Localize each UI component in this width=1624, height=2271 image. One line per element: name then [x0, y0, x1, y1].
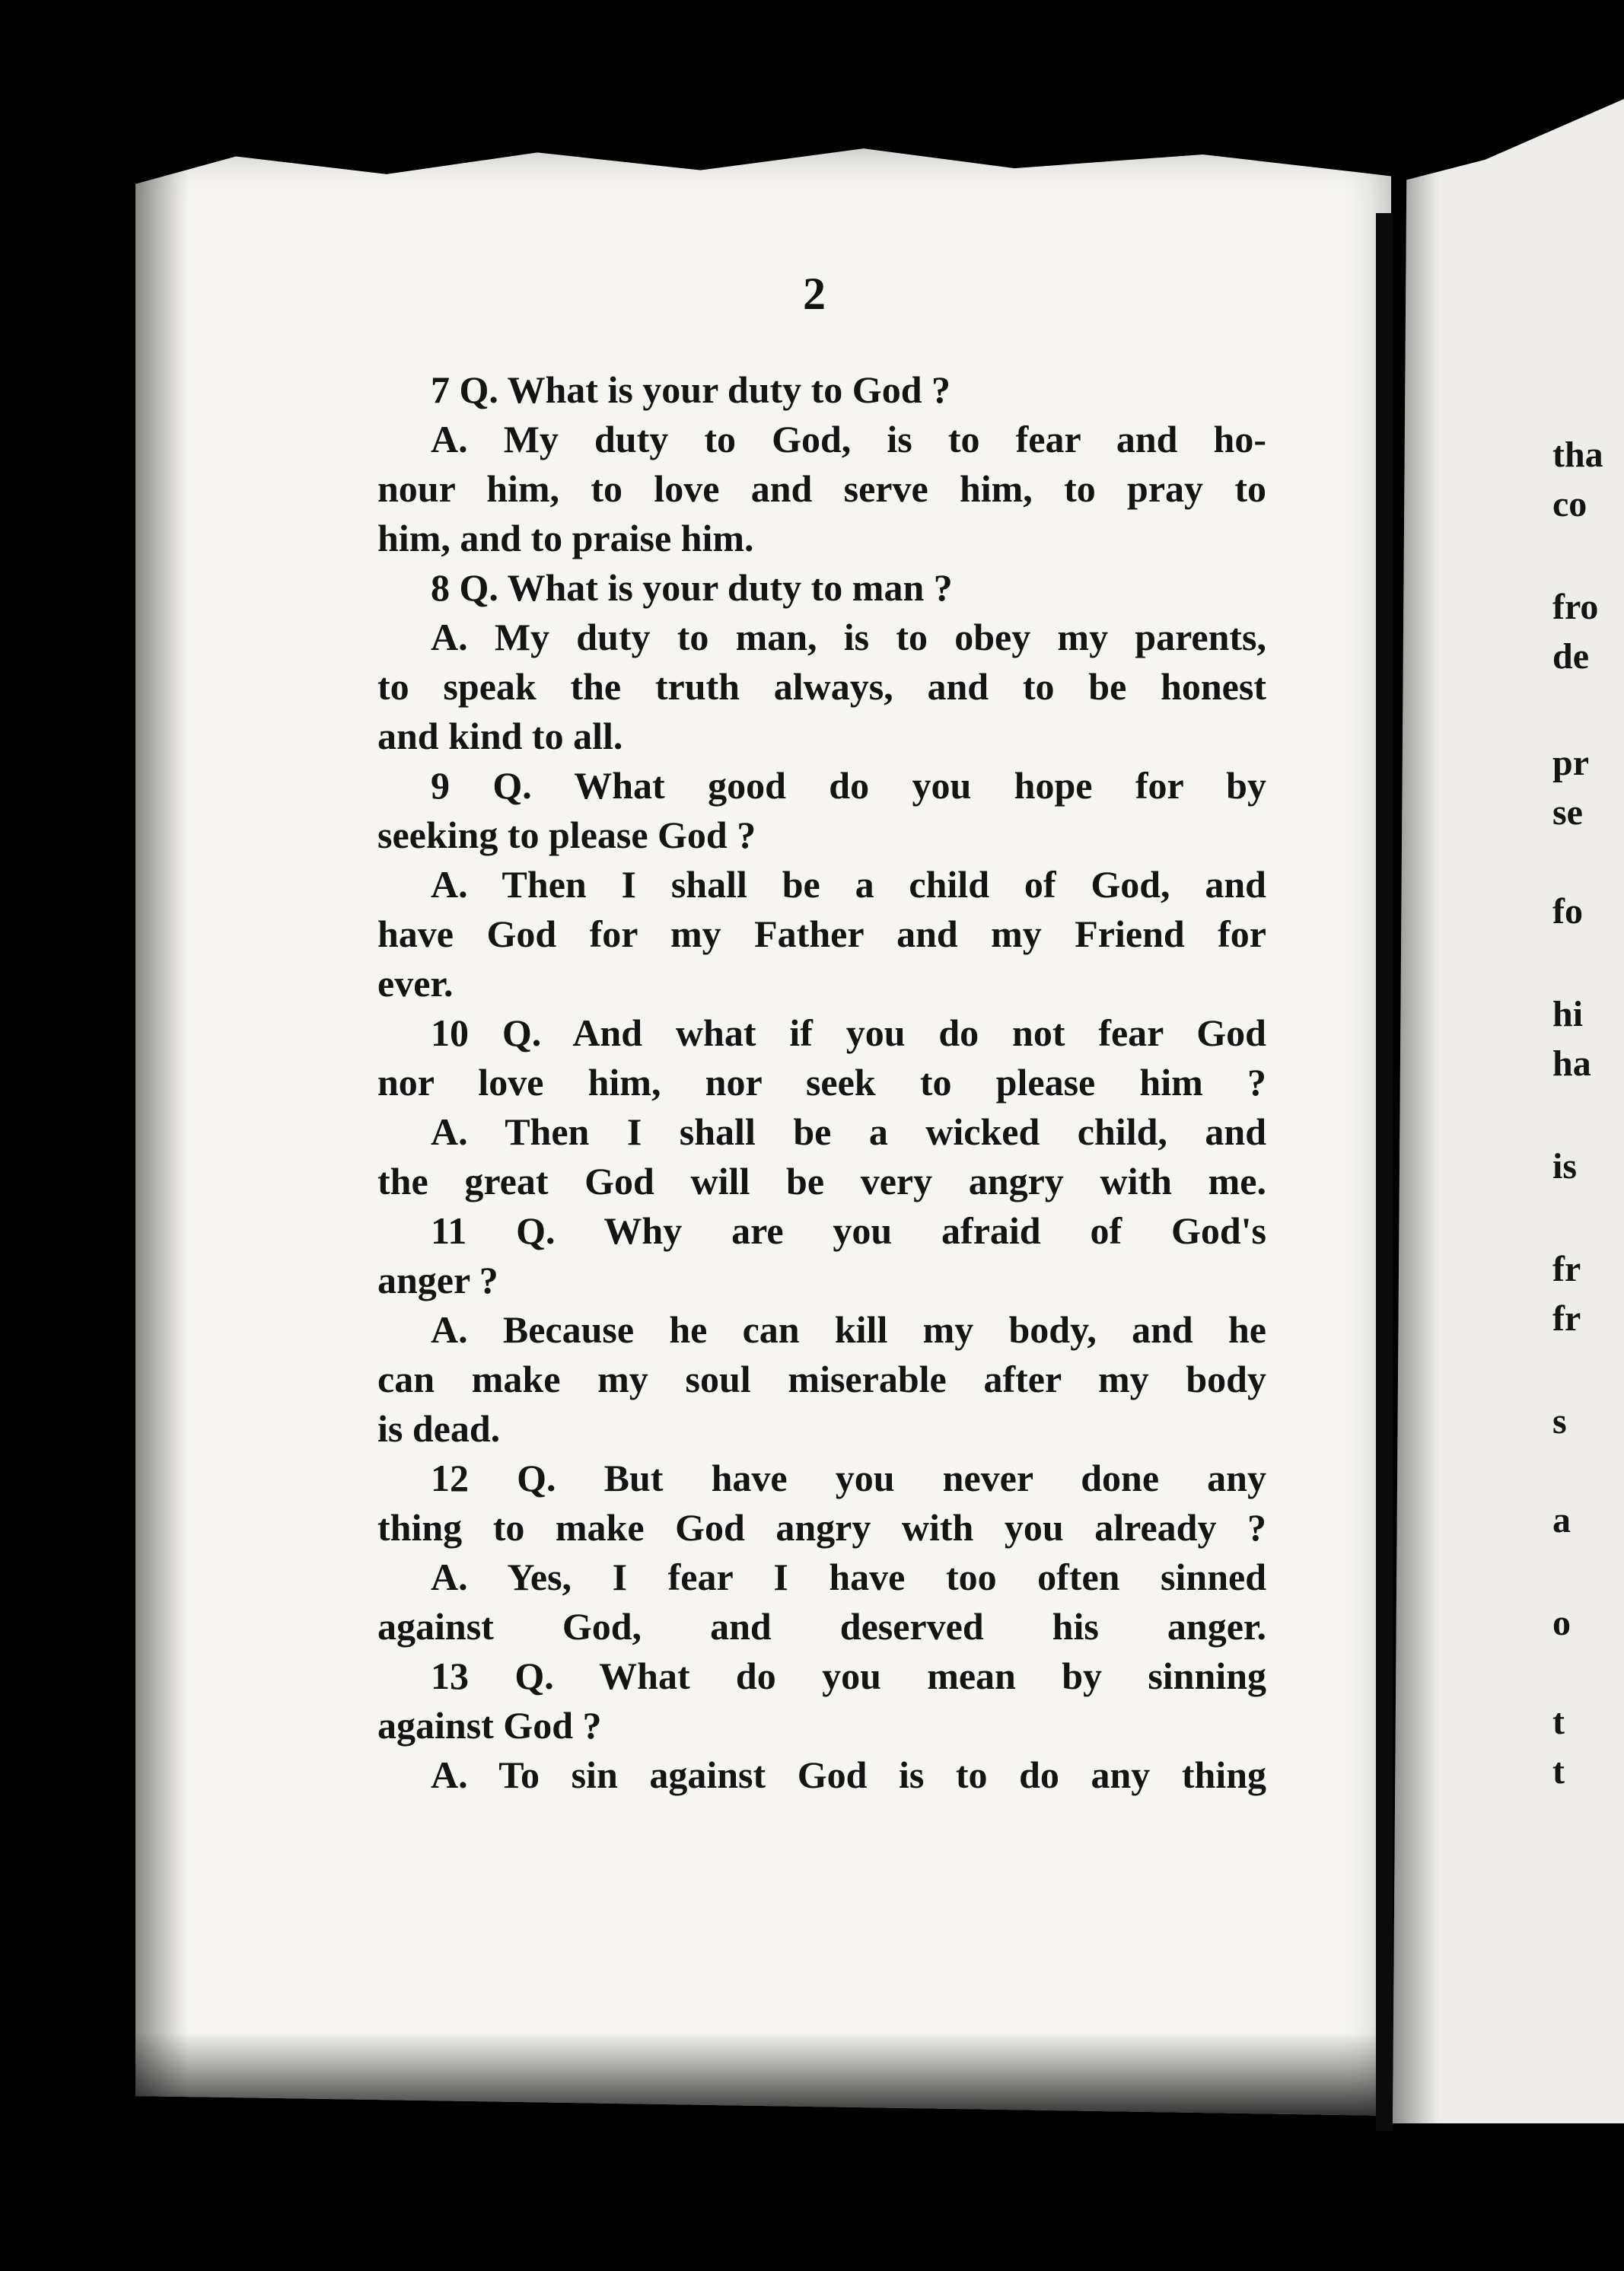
book-gutter: [1376, 213, 1393, 2131]
answer-line: A. My duty to God, is to fear and ho-: [431, 418, 1266, 460]
answer-line: A. Because he can kill my body, and he: [431, 1308, 1266, 1351]
text-fragment: t: [1552, 1702, 1565, 1742]
answer-line: A. Then I shall be a wicked child, and: [431, 1110, 1266, 1153]
text-line: seeking to please God ?: [377, 814, 756, 856]
text-fragment: co: [1552, 484, 1587, 524]
question-line: 13 Q. What do you mean by sinning: [431, 1655, 1266, 1697]
catechism-text: [377, 365, 1266, 1800]
question-line: 12 Q. But have you never done any: [431, 1457, 1266, 1499]
text-fragment: o: [1552, 1603, 1571, 1643]
text-fragment: ha: [1552, 1043, 1591, 1084]
question-line: 10 Q. And what if you do not fear God: [431, 1011, 1266, 1054]
question-line: 9 Q. What good do you hope for by: [431, 764, 1266, 807]
facing-page: [1393, 99, 1624, 2123]
answer-line: A. Then I shall be a child of God, and: [431, 863, 1266, 906]
text-fragment: fo: [1552, 891, 1583, 932]
text-line: thing to make God angry with you already ?: [377, 1506, 1266, 1549]
text-fragment: a: [1552, 1500, 1571, 1540]
text-fragment: is: [1552, 1146, 1578, 1186]
question-line: 8 Q. What is your duty to man ?: [431, 566, 953, 609]
page-number: 2: [803, 269, 826, 319]
text-line: to speak the truth always, and to be honest: [377, 665, 1266, 708]
text-fragment: t: [1552, 1751, 1565, 1792]
text-line: have God for my Father and my Friend for: [377, 913, 1266, 955]
text-fragment: fr: [1552, 1298, 1581, 1339]
question-line: 11 Q. Why are you afraid of God's: [431, 1209, 1266, 1252]
text-line: nor love him, nor seek to please him ?: [377, 1061, 1266, 1104]
text-fragment: de: [1552, 636, 1589, 677]
text-fragment: tha: [1552, 435, 1603, 475]
question-line: 7 Q. What is your duty to God ?: [431, 368, 951, 411]
text-line: the great God will be very angry with me.: [377, 1160, 1266, 1202]
text-line: nour him, to love and serve him, to pray to: [377, 467, 1266, 510]
text-line: anger ?: [377, 1259, 498, 1301]
text-fragment: s: [1552, 1401, 1567, 1441]
text-line: ever.: [377, 962, 454, 1005]
text-line: can make my soul miserable after my body: [377, 1358, 1266, 1400]
text-line: against God ?: [377, 1704, 602, 1747]
text-fragment: pr: [1552, 743, 1589, 783]
text-fragment: fro: [1552, 587, 1599, 627]
answer-line: A. Yes, I fear I have too often sinned: [431, 1556, 1266, 1598]
text-line: against God, and deserved his anger.: [377, 1605, 1266, 1648]
text-line: is dead.: [377, 1407, 501, 1450]
text-line: him, and to praise him.: [377, 517, 754, 559]
text-fragment: se: [1552, 792, 1583, 833]
text-line: and kind to all.: [377, 715, 623, 757]
answer-line: A. My duty to man, is to obey my parents,: [431, 616, 1266, 658]
answer-line: A. To sin against God is to do any thing: [431, 1753, 1266, 1796]
text-fragment: hi: [1552, 994, 1584, 1034]
text-fragment: fr: [1552, 1249, 1581, 1289]
